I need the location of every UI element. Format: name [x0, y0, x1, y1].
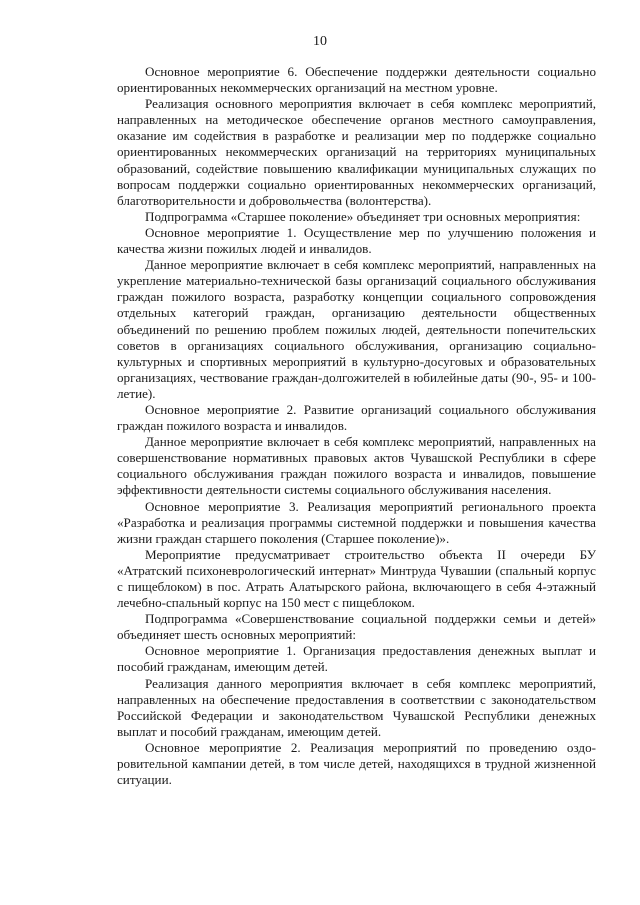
paragraph-senior-event-1-description: Данное мероприятие включает в себя комплекс мероприятий, направленных на укрепление материально-технической базы организаций социального обслуживания граждан пожилого возраста, разработку концепции социального сопровождения отдельных категорий граждан, организацию деятельности общественных объединений по решению проблем пожилых людей, деятельности попечительских советов в организациях социального обслуживания, организацию социально-культурных и спортивных мероприятий в культурно-досуговых и образовательных организациях, чествование граждан-долгожителей в юбилейные даты (90-, 95- и 100-летие). [117, 257, 596, 401]
paragraph-event-6-description: Реализация основного мероприятия включает в себя комплекс мероприятий, направленных на методическое обеспечение органов местного самоуправления, оказание им содействия в разработке и реализации мер по поддержке социально ориентированных некоммерческих организаций на территориях муниципальных образований, содействие повышению квалификации муниципальных служащих по вопросам поддержки социально ориентированных некоммерческих организаций, благотворительности и добровольчества (волонтерства). [117, 96, 596, 208]
paragraph-senior-event-3: Основное мероприятие 3. Реализация мероприятий регионального проекта «Разработка и реализация программы системной поддержки и повышения качества жизни граждан старшего поколения (Старшее поколение)». [117, 498, 596, 546]
paragraph-family-event-1: Основное мероприятие 1. Организация предоставления денежных выплат и пособий гражданам, имеющим детей. [117, 643, 596, 675]
paragraph-family-event-2: Основное мероприятие 2. Реализация мероприятий по проведению оздоровительной кампании детей, в том числе детей, находящихся в трудной жизненной ситуации. [117, 739, 596, 788]
paragraph-senior-event-3-description: Мероприятие предусматривает строительство объекта II очереди БУ «Атратский психоневрологический интернат» Минтруда Чувашии (спальный корпус с пищеблоком) в пос. Атрать Алатырского района, включающего в себя 4-этажный лечебно-спальный корпус на 150 мест с пищеблоком. [117, 546, 596, 611]
paragraph-subprogram-family: Подпрограмма «Совершенствование социальной поддержки семьи и детей» объединяет шесть основных мероприятий: [117, 611, 596, 643]
document-body [117, 64, 596, 788]
paragraph-senior-event-2: Основное мероприятие 2. Развитие организаций социального обслуживания граждан пожилого возраста и инвалидов. [117, 401, 596, 434]
paragraph-subprogram-senior: Подпрограмма «Старшее поколение» объединяет три основных мероприятия: [145, 208, 581, 224]
paragraph-family-event-1-description: Реализация данного мероприятия включает в себя комплекс мероприятий, направленных на обеспечение предоставления в соответствии с законодательством Российской Федерации и законодательством Чувашской Республики денежных выплат и пособий гражданам, имеющим детей. [117, 675, 596, 739]
paragraph-event-6: Основное мероприятие 6. Обеспечение поддержки деятельности социально ориентированных некоммерческих организаций на местном уровне. [117, 64, 596, 96]
paragraph-senior-event-2-description: Данное мероприятие включает в себя комплекс мероприятий, направленных на совершенствование нормативных правовых актов Чувашской Республики в сфере социального обслуживания граждан пожилого возраста и инвалидов, повышение эффективности деятельности системы социального обслуживания населения. [117, 434, 596, 498]
paragraph-senior-event-1: Основное мероприятие 1. Осуществление мер по улучшению положения и качества жизни пожилых людей и инвалидов. [117, 224, 596, 257]
page-number: 10 [313, 34, 327, 49]
